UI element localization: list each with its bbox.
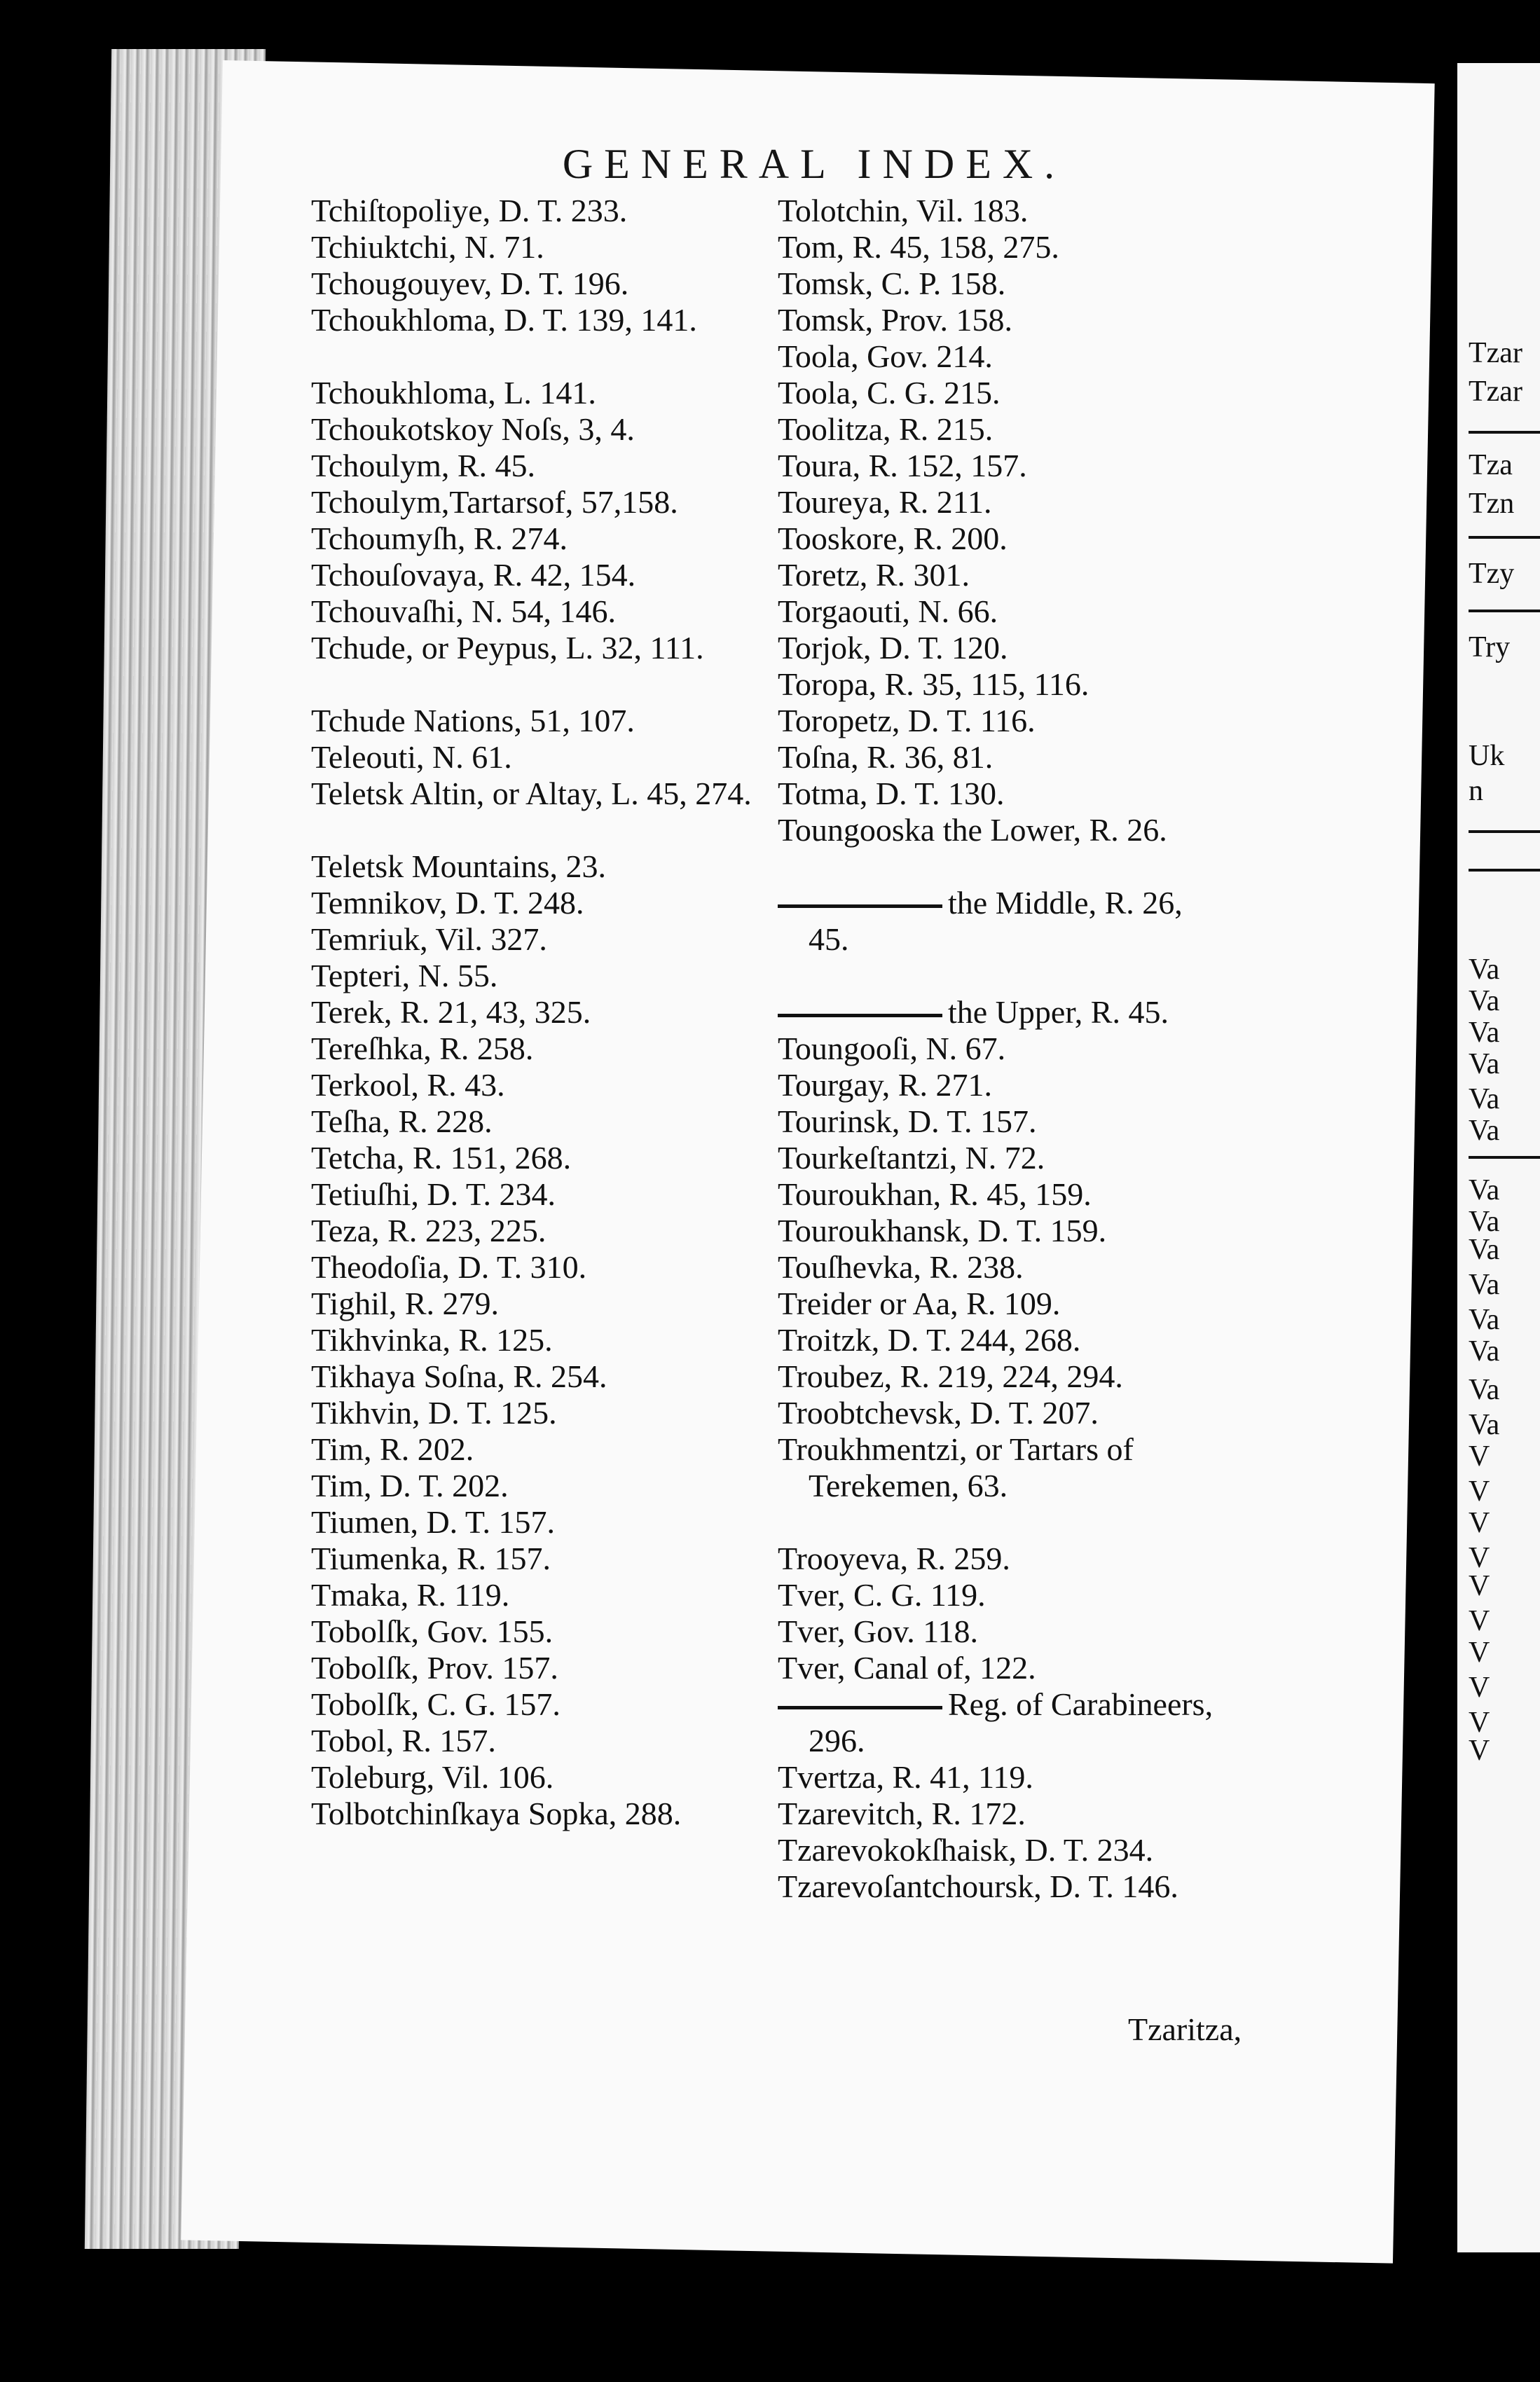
index-entry: Torgaouti, N. 66. (778, 593, 998, 629)
index-entry: Tchoulym,Tartarsof, 57,158. (311, 484, 678, 520)
index-entry: Tchoukhloma, L. 141. (311, 375, 596, 411)
index-entry: Tchoulym, R. 45. (311, 448, 536, 483)
index-entry: Tourkeſtantzi, N. 72. (778, 1140, 1045, 1176)
facing-page-entry: Tzn (1469, 488, 1515, 520)
facing-page-entry: Tzar (1469, 376, 1522, 408)
facing-page-entry: Va (1469, 1304, 1500, 1336)
index-entry: Tim, R. 202. (311, 1431, 474, 1467)
facing-page-entry: V (1469, 1440, 1490, 1473)
index-entry (778, 848, 1226, 885)
index-entry: Tchoukotskoy Noſs, 3, 4. (311, 411, 635, 447)
index-entry: Toungooska the Lower, R. 26. (778, 812, 1167, 848)
facing-page-entry: Va (1469, 1017, 1500, 1049)
index-entry: Tourinsk, D. T. 157. (778, 1103, 1037, 1139)
index-entry: Toungooſi, N. 67. (778, 1031, 1006, 1066)
index-entry: Toola, Gov. 214. (778, 338, 993, 374)
index-entry: Tobolſk, Gov. 155. (311, 1613, 554, 1649)
index-entry: Teletsk Altin, or Altay, L. 45, 274. (311, 776, 752, 811)
index-entry: Tiumenka, R. 157. (311, 1541, 551, 1576)
index-entry: Tepteri, N. 55. (311, 958, 498, 993)
index-entry: Reg. of Carabineers, 296. (778, 1686, 1226, 1759)
index-entry: Tetcha, R. 151, 268. (311, 1140, 572, 1176)
catchword: Tzaritza, (1128, 2011, 1242, 2047)
facing-page-entry: V (1469, 1507, 1490, 1539)
index-entry: Tver, Canal of, 122. (778, 1650, 1036, 1686)
index-entry: Troubez, R. 219, 224, 294. (778, 1358, 1123, 1394)
index-entry: Tim, D. T. 202. (311, 1468, 509, 1503)
index-entry: Toleburg, Vil. 106. (311, 1759, 554, 1795)
index-entry: Tereſhka, R. 258. (311, 1031, 534, 1066)
index-entry: Teza, R. 223, 225. (311, 1213, 546, 1248)
index-entry: Tikhvinka, R. 125. (311, 1322, 553, 1358)
index-entry: Tver, C. G. 119. (778, 1577, 986, 1613)
index-entry: Tetiuſhi, D. T. 234. (311, 1176, 556, 1212)
facing-page-entry: V (1469, 1672, 1490, 1704)
index-entry: Touroukhan, R. 45, 159. (778, 1176, 1092, 1212)
index-entry: Toretz, R. 301. (778, 557, 970, 593)
facing-page-entry: V (1469, 1542, 1490, 1574)
facing-page-entry: Uk (1469, 740, 1505, 772)
index-entry: Tikhvin, D. T. 125. (311, 1395, 557, 1431)
index-entry: Tooskore, R. 200. (778, 521, 1008, 556)
index-entry: Tchiſtopoliye, D. T. 233. (311, 193, 628, 228)
index-entry: Tzarevitch, R. 172. (778, 1796, 1026, 1831)
running-header: GENERAL INDEX. (562, 141, 1066, 187)
index-entry: Tobol, R. 157. (311, 1723, 496, 1758)
index-entry: Totma, D. T. 130. (778, 776, 1005, 811)
facing-page-rule (1469, 869, 1540, 872)
facing-page-entry: V (1469, 1475, 1490, 1508)
index-entry: Troobtchevsk, D. T. 207. (778, 1395, 1099, 1431)
index-entry (311, 338, 774, 375)
index-entry: Trooyeva, R. 259. (778, 1541, 1010, 1576)
index-entry: Tchiuktchi, N. 71. (311, 229, 544, 265)
index-entry: Tchoumyſh, R. 274. (311, 521, 568, 556)
facing-page-entry: Va (1469, 1174, 1500, 1206)
index-entry: Tchude, or Peypus, L. 32, 111. (311, 630, 704, 666)
index-entry: Toureya, R. 211. (778, 484, 992, 520)
index-entry: Tzarevoſantchoursk, D. T. 146. (778, 1868, 1178, 1904)
index-entry: Tmaka, R. 119. (311, 1577, 510, 1613)
facing-page-entry: Va (1469, 1335, 1500, 1368)
facing-page-entry: Va (1469, 1206, 1500, 1238)
index-entry: Tver, Gov. 118. (778, 1613, 979, 1649)
facing-page-entry: Va (1469, 1083, 1500, 1115)
facing-page-rule (1469, 536, 1540, 539)
facing-page-entry: Va (1469, 1269, 1500, 1301)
facing-page-rule (1469, 431, 1540, 434)
index-entry (778, 958, 1226, 994)
index-entry: Tchouvaſhi, N. 54, 146. (311, 593, 617, 629)
index-entry: Teleouti, N. 61. (311, 739, 512, 775)
facing-page-entry: Va (1469, 985, 1500, 1017)
book-gutter (1436, 56, 1456, 2256)
index-entry: Touſhevka, R. 238. (778, 1249, 1024, 1285)
facing-page-rule (1469, 830, 1540, 833)
index-entry: Troitzk, D. T. 244, 268. (778, 1322, 1081, 1358)
index-entry: Toura, R. 152, 157. (778, 448, 1027, 483)
index-entry: Tikhaya Soſna, R. 254. (311, 1358, 607, 1394)
index-entry: Tobolſk, Prov. 157. (311, 1650, 558, 1686)
index-entry: Troukhmentzi, or Tartars of Terekemen, 63. (778, 1431, 1141, 1503)
facing-page-entry: Va (1469, 1409, 1500, 1441)
index-entry (778, 1504, 1226, 1541)
index-entry: Tiumen, D. T. 157. (311, 1504, 556, 1540)
index-entry: Temriuk, Vil. 327. (311, 921, 547, 957)
facing-page-entry: Tzar (1469, 337, 1522, 369)
index-entry: Terkool, R. 43. (311, 1067, 505, 1103)
index-column-left (311, 193, 774, 1832)
facing-page-entry: V (1469, 1605, 1490, 1637)
facing-page-entry: Va (1469, 954, 1500, 986)
index-entry: Tourgay, R. 271. (778, 1067, 992, 1103)
index-entry: Tchude Nations, 51, 107. (311, 703, 635, 738)
index-entry: Teſha, R. 228. (311, 1103, 493, 1139)
index-entry: Temnikov, D. T. 248. (311, 885, 584, 921)
facing-page-entry: Tzy (1469, 558, 1515, 590)
index-entry: the Upper, R. 45. (778, 994, 1226, 1031)
index-entry: Tomsk, Prov. 158. (778, 302, 1012, 338)
index-entry: Toropetz, D. T. 116. (778, 703, 1036, 738)
index-entry: Torjok, D. T. 120. (778, 630, 1008, 666)
index-entry: Tzarevokokſhaisk, D. T. 234. (778, 1832, 1154, 1868)
facing-page-entry: n (1469, 775, 1483, 807)
index-entry: Terek, R. 21, 43, 325. (311, 994, 591, 1030)
facing-page-rule (1469, 610, 1540, 612)
index-entry (311, 812, 774, 848)
facing-page-entry: Va (1469, 1048, 1500, 1080)
index-column-right (778, 193, 1226, 1905)
facing-page-entry: V (1469, 1570, 1490, 1602)
index-entry: Toolitza, R. 215. (778, 411, 994, 447)
facing-page-entry: Va (1469, 1234, 1500, 1266)
facing-page-entry: V (1469, 1707, 1490, 1739)
index-entry: Toola, C. G. 215. (778, 375, 1001, 411)
index-entry: Tomsk, C. P. 158. (778, 266, 1006, 301)
index-entry: Tvertza, R. 41, 119. (778, 1759, 1033, 1795)
index-entry: Treider or Aa, R. 109. (778, 1286, 1061, 1321)
index-entry: Tom, R. 45, 158, 275. (778, 229, 1059, 265)
index-entry: Teletsk Mountains, 23. (311, 848, 606, 884)
facing-page-entry: V (1469, 1735, 1490, 1767)
index-entry: Tolotchin, Vil. 183. (778, 193, 1029, 228)
index-entry: Tchougouyev, D. T. 196. (311, 266, 629, 301)
index-entry: Toſna, R. 36, 81. (778, 739, 994, 775)
index-entry: Tobolſk, C. G. 157. (311, 1686, 561, 1722)
facing-page-entry: Va (1469, 1374, 1500, 1406)
index-entry: Tchoukhloma, D. T. 139, 141. (311, 302, 697, 338)
index-entry: Touroukhansk, D. T. 159. (778, 1213, 1107, 1248)
facing-page-entry: Tza (1469, 449, 1513, 481)
index-entry (311, 666, 774, 703)
index-entry: the Middle, R. 26, 45. (778, 885, 1226, 958)
index-entry: Tighil, R. 279. (311, 1286, 500, 1321)
facing-page-entry: V (1469, 1637, 1490, 1669)
facing-page-entry: Va (1469, 1115, 1500, 1147)
index-entry: Theodoſia, D. T. 310. (311, 1249, 587, 1285)
index-entry: Toropa, R. 35, 115, 116. (778, 666, 1089, 702)
index-entry: Tolbotchinſkaya Sopka, 288. (311, 1796, 682, 1831)
facing-page-entry: Try (1469, 631, 1511, 663)
facing-page-rule (1469, 1156, 1540, 1159)
index-entry: Tchouſovaya, R. 42, 154. (311, 557, 636, 593)
